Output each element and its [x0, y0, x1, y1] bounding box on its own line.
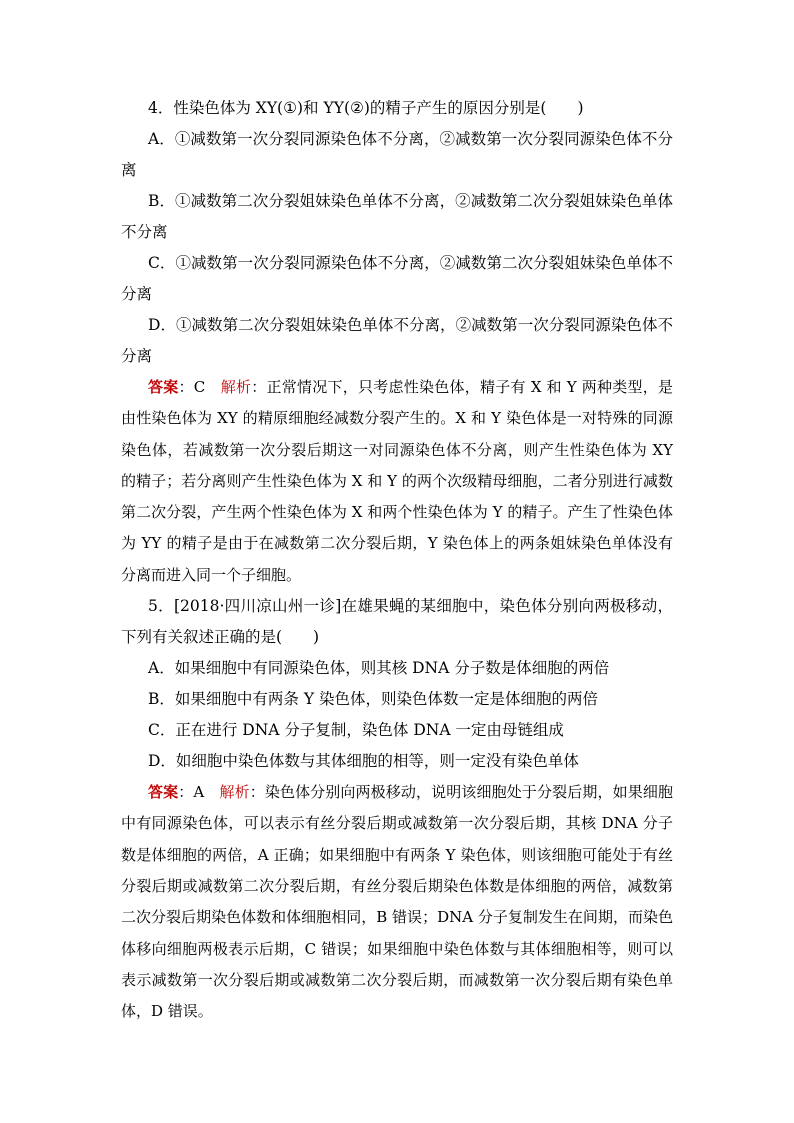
answer-value: ：A — [178, 783, 220, 802]
question-5-stem: 5．[2018·四川凉山州一诊]在雄果蝇的某细胞中，染色体分别向两极移动，下列有关叙述正确的是( ) — [121, 597, 673, 647]
analysis-label: 解析 — [219, 783, 250, 802]
analysis-text: ：染色体分别向两极移动，说明该细胞处于分裂后期，如果细胞中有同源染色体，可以表示有丝分裂后期或减数第一次分裂后期，其核 DNA 分子数是体细胞的两倍，A 正确；如果细胞中有两条 Y 染色体，则该细胞可能处于有丝分裂后期或减数第二次分裂后期，有丝分裂后期染色体数是体细胞的两倍，减数第二次分裂后期染色体数和体细胞相同，B 错误；DNA 分子复制发生在间期，而染色体移向细胞两极表示后期，C 错误；如果细胞中染色体数与其体细胞相等，则可以表示减数第一次分裂后期或减数第二次分裂后期，而减数第一次分裂后期有染色单体，D 错误。 — [121, 783, 673, 1021]
question-5-answer — [121, 777, 673, 1027]
question-4-option-b: B．①减数第二次分裂姐妹染色单体不分离，②减数第二次分裂姐妹染色单体不分离 — [121, 192, 673, 241]
question-5-option-a: A．如果细胞中有同源染色体，则其核 DNA 分子数是体细胞的两倍 — [148, 659, 610, 678]
question-5-option-d: D．如细胞中染色体数与其体细胞的相等，则一定没有染色单体 — [148, 752, 579, 771]
analysis-label: 解析 — [220, 378, 252, 396]
answer-label: 答案 — [148, 783, 179, 802]
document-page — [121, 93, 673, 1027]
question-4-stem: 4．性染色体为 XY(①)和 YY(②)的精子产生的原因分别是( ) — [148, 99, 584, 117]
question-4-option-c: C．①减数第一次分裂同源染色体不分离，②减数第二次分裂姐妹染色单体不分离 — [121, 254, 673, 303]
analysis-text: ：正常情况下，只考虑性染色体，精子有 X 和 Y 两种类型，是由性染色体为 XY 的精原细胞经减数分裂产生的。X 和 Y 染色体是一对特殊的同源染色体，若减数第一次分裂后期这一对同源染色体不分离，则产生性染色体为 XY 的精子；若分离则产生性染色体为 X 和 Y 的两个次级精母细胞，二者分别进行减数第二次分裂，产生两个性染色体为 X 和两个性染色体为 Y 的精子。产生了性染色体为 YY 的精子是由于在减数第二次分裂后期，Y 染色体上的两条姐妹染色单体没有分离而进入同一个子细胞。 — [121, 378, 673, 584]
question-4-answer — [121, 372, 673, 591]
answer-value: ：C — [178, 378, 221, 396]
answer-label: 答案 — [148, 378, 179, 396]
question-4-option-a: A．①减数第一次分裂同源染色体不分离，②减数第一次分裂同源染色体不分离 — [121, 130, 673, 179]
question-4-option-d: D．①减数第二次分裂姐妹染色单体不分离，②减数第一次分裂同源染色体不分离 — [121, 316, 673, 365]
question-5-option-b: B．如果细胞中有两条 Y 染色体，则染色体数一定是体细胞的两倍 — [148, 690, 598, 709]
question-5-option-c: C．正在进行 DNA 分子复制，染色体 DNA 一定由母链组成 — [148, 721, 564, 740]
question-5 — [121, 591, 673, 1027]
question-4 — [121, 93, 673, 591]
